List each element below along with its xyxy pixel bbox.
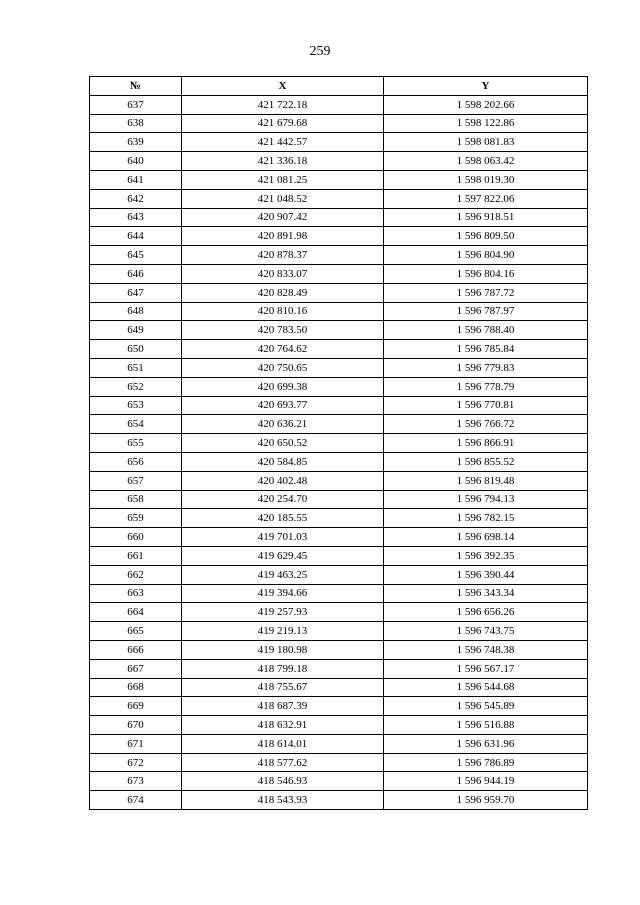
table-row <box>90 114 588 133</box>
cell-x: 418 577.62 <box>182 753 384 772</box>
table-row <box>90 753 588 772</box>
cell-number: 644 <box>90 227 182 246</box>
cell-x: 420 402.48 <box>182 471 384 490</box>
cell-x: 420 254.70 <box>182 490 384 509</box>
cell-y: 1 598 019.30 <box>384 170 588 189</box>
cell-y: 1 596 656.26 <box>384 603 588 622</box>
cell-y: 1 596 516.88 <box>384 716 588 735</box>
header-x: X <box>182 77 384 96</box>
cell-y: 1 596 959.70 <box>384 791 588 810</box>
cell-y: 1 596 785.84 <box>384 340 588 359</box>
cell-y: 1 596 544.68 <box>384 678 588 697</box>
cell-x: 418 632.91 <box>182 716 384 735</box>
cell-x: 421 336.18 <box>182 152 384 171</box>
cell-number: 637 <box>90 95 182 114</box>
cell-number: 639 <box>90 133 182 152</box>
cell-y: 1 598 122.86 <box>384 114 588 133</box>
cell-number: 641 <box>90 170 182 189</box>
cell-number: 657 <box>90 471 182 490</box>
table-row <box>90 603 588 622</box>
cell-y: 1 596 788.40 <box>384 321 588 340</box>
table-row <box>90 452 588 471</box>
table-body <box>90 95 588 809</box>
table-row <box>90 377 588 396</box>
cell-number: 651 <box>90 358 182 377</box>
cell-number: 671 <box>90 734 182 753</box>
cell-y: 1 596 866.91 <box>384 434 588 453</box>
cell-y: 1 596 545.89 <box>384 697 588 716</box>
cell-x: 419 629.45 <box>182 546 384 565</box>
cell-y: 1 596 804.16 <box>384 264 588 283</box>
cell-number: 649 <box>90 321 182 340</box>
cell-y: 1 598 202.66 <box>384 95 588 114</box>
cell-x: 420 764.62 <box>182 340 384 359</box>
cell-x: 418 687.39 <box>182 697 384 716</box>
cell-x: 418 543.93 <box>182 791 384 810</box>
cell-number: 673 <box>90 772 182 791</box>
table-row <box>90 697 588 716</box>
cell-number: 640 <box>90 152 182 171</box>
cell-number: 658 <box>90 490 182 509</box>
cell-number: 665 <box>90 622 182 641</box>
cell-number: 659 <box>90 509 182 528</box>
cell-number: 661 <box>90 546 182 565</box>
header-number: № <box>90 77 182 96</box>
cell-x: 420 699.38 <box>182 377 384 396</box>
table-row <box>90 678 588 697</box>
cell-y: 1 596 567.17 <box>384 659 588 678</box>
cell-y: 1 596 343.34 <box>384 584 588 603</box>
cell-y: 1 596 809.50 <box>384 227 588 246</box>
cell-number: 652 <box>90 377 182 396</box>
cell-x: 421 722.18 <box>182 95 384 114</box>
header-y: Y <box>384 77 588 96</box>
table-row <box>90 208 588 227</box>
table-header-row <box>90 77 588 96</box>
cell-x: 419 394.66 <box>182 584 384 603</box>
cell-x: 420 693.77 <box>182 396 384 415</box>
cell-x: 420 833.07 <box>182 264 384 283</box>
cell-x: 420 891.98 <box>182 227 384 246</box>
cell-x: 420 783.50 <box>182 321 384 340</box>
cell-y: 1 596 390.44 <box>384 565 588 584</box>
cell-y: 1 596 779.83 <box>384 358 588 377</box>
cell-x: 419 180.98 <box>182 640 384 659</box>
table-row <box>90 302 588 321</box>
cell-x: 418 755.67 <box>182 678 384 697</box>
cell-y: 1 596 392.35 <box>384 546 588 565</box>
cell-number: 672 <box>90 753 182 772</box>
cell-x: 420 828.49 <box>182 283 384 302</box>
cell-y: 1 598 063.42 <box>384 152 588 171</box>
cell-x: 420 907.42 <box>182 208 384 227</box>
cell-number: 642 <box>90 189 182 208</box>
cell-number: 647 <box>90 283 182 302</box>
cell-x: 418 614.01 <box>182 734 384 753</box>
cell-x: 420 185.55 <box>182 509 384 528</box>
cell-x: 420 636.21 <box>182 415 384 434</box>
cell-number: 653 <box>90 396 182 415</box>
table-row <box>90 659 588 678</box>
cell-x: 421 081.25 <box>182 170 384 189</box>
cell-number: 643 <box>90 208 182 227</box>
cell-number: 669 <box>90 697 182 716</box>
cell-x: 421 048.52 <box>182 189 384 208</box>
table-row <box>90 471 588 490</box>
cell-x: 419 701.03 <box>182 528 384 547</box>
cell-x: 419 257.93 <box>182 603 384 622</box>
cell-number: 663 <box>90 584 182 603</box>
cell-x: 420 584.85 <box>182 452 384 471</box>
cell-y: 1 596 698.14 <box>384 528 588 547</box>
cell-y: 1 596 855.52 <box>384 452 588 471</box>
table-row <box>90 358 588 377</box>
cell-y: 1 596 787.97 <box>384 302 588 321</box>
cell-number: 674 <box>90 791 182 810</box>
table-row <box>90 772 588 791</box>
table-row <box>90 528 588 547</box>
table-row <box>90 622 588 641</box>
table-row <box>90 246 588 265</box>
cell-y: 1 596 748.38 <box>384 640 588 659</box>
table-row <box>90 791 588 810</box>
cell-number: 662 <box>90 565 182 584</box>
table-row <box>90 396 588 415</box>
cell-x: 420 810.16 <box>182 302 384 321</box>
table-row <box>90 734 588 753</box>
cell-number: 638 <box>90 114 182 133</box>
table-row <box>90 321 588 340</box>
cell-x: 420 878.37 <box>182 246 384 265</box>
cell-y: 1 596 770.81 <box>384 396 588 415</box>
coordinates-table <box>89 76 588 810</box>
cell-y: 1 596 918.51 <box>384 208 588 227</box>
cell-x: 419 219.13 <box>182 622 384 641</box>
cell-number: 654 <box>90 415 182 434</box>
table-row <box>90 509 588 528</box>
cell-number: 648 <box>90 302 182 321</box>
cell-x: 421 679.68 <box>182 114 384 133</box>
cell-x: 418 799.18 <box>182 659 384 678</box>
table-row <box>90 415 588 434</box>
cell-x: 418 546.93 <box>182 772 384 791</box>
cell-y: 1 596 743.75 <box>384 622 588 641</box>
table-row <box>90 189 588 208</box>
cell-x: 420 750.65 <box>182 358 384 377</box>
cell-y: 1 596 819.48 <box>384 471 588 490</box>
table-row <box>90 490 588 509</box>
cell-number: 668 <box>90 678 182 697</box>
cell-y: 1 596 794.13 <box>384 490 588 509</box>
table-row <box>90 152 588 171</box>
cell-y: 1 596 786.89 <box>384 753 588 772</box>
page-number: 259 <box>309 44 331 59</box>
cell-number: 656 <box>90 452 182 471</box>
cell-y: 1 596 766.72 <box>384 415 588 434</box>
table-row <box>90 640 588 659</box>
cell-y: 1 597 822.06 <box>384 189 588 208</box>
cell-number: 667 <box>90 659 182 678</box>
table-row <box>90 584 588 603</box>
table-row <box>90 264 588 283</box>
cell-y: 1 596 804.90 <box>384 246 588 265</box>
cell-number: 645 <box>90 246 182 265</box>
cell-number: 646 <box>90 264 182 283</box>
cell-number: 655 <box>90 434 182 453</box>
cell-y: 1 598 081.83 <box>384 133 588 152</box>
cell-y: 1 596 782.15 <box>384 509 588 528</box>
cell-x: 421 442.57 <box>182 133 384 152</box>
cell-number: 664 <box>90 603 182 622</box>
cell-x: 419 463.25 <box>182 565 384 584</box>
cell-y: 1 596 787.72 <box>384 283 588 302</box>
table-row <box>90 95 588 114</box>
cell-number: 650 <box>90 340 182 359</box>
table-row <box>90 340 588 359</box>
table-row <box>90 283 588 302</box>
cell-number: 670 <box>90 716 182 735</box>
cell-number: 666 <box>90 640 182 659</box>
cell-y: 1 596 944.19 <box>384 772 588 791</box>
table-row <box>90 716 588 735</box>
cell-y: 1 596 778.79 <box>384 377 588 396</box>
table-row <box>90 546 588 565</box>
table-row <box>90 434 588 453</box>
cell-x: 420 650.52 <box>182 434 384 453</box>
cell-number: 660 <box>90 528 182 547</box>
table-row <box>90 565 588 584</box>
table-row <box>90 170 588 189</box>
table-row <box>90 227 588 246</box>
cell-y: 1 596 631.96 <box>384 734 588 753</box>
table-row <box>90 133 588 152</box>
